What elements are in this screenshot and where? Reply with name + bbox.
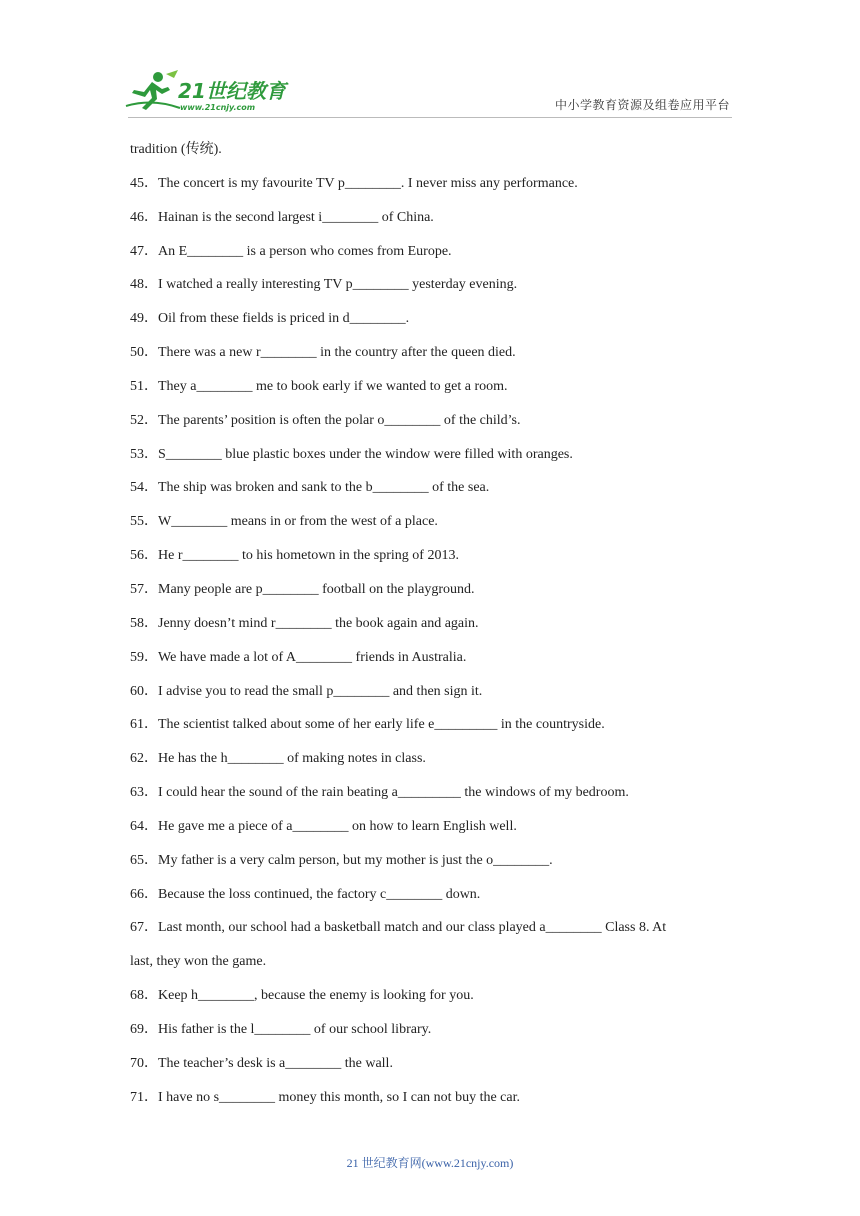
exercise-line: last, they won the game.: [130, 954, 267, 970]
platform-name: 中小学教育资源及组卷应用平台: [554, 98, 730, 112]
exercise-line: 61．The scientist talked about some of her early life e_________ in the countryside.: [130, 717, 605, 733]
page-footer[interactable]: 21 世纪教育网(www.21cnjy.com): [346, 1156, 514, 1170]
exercise-line: 46．Hainan is the second largest i________ of China.: [130, 209, 434, 225]
exercise-line: 57．Many people are p________ football on the playground.: [130, 581, 475, 597]
exercise-line: 71．I have no s________ money this month, so I can not buy the car.: [130, 1089, 520, 1105]
exercise-line: 58．Jenny doesn’t mind r________ the book again and again.: [130, 615, 479, 631]
exercise-line: 60．I advise you to read the small p________ and then sign it.: [130, 683, 483, 699]
page-header: [0, 0, 860, 125]
exercise-line: 48．I watched a really interesting TV p________ yesterday evening.: [130, 277, 518, 293]
exercise-line: 55．W________ means in or from the west of a place.: [130, 514, 438, 530]
site-logo[interactable]: [122, 68, 292, 114]
exercise-line: 51．They a________ me to book early if we wanted to get a room.: [130, 378, 508, 394]
runner-logo-icon: [122, 68, 292, 114]
exercise-line: 59．We have made a lot of A________ friends in Australia.: [130, 649, 467, 665]
exercise-line: 65．My father is a very calm person, but my mother is just the o________.: [130, 852, 553, 868]
exercise-line: 70．The teacher’s desk is a________ the wall.: [130, 1055, 393, 1071]
exercise-line: 53．S________ blue plastic boxes under the window were filled with oranges.: [130, 446, 573, 462]
exercise-line: tradition (传统).: [130, 142, 222, 157]
exercise-line: 45．The concert is my favourite TV p________. I never miss any performance.: [130, 175, 578, 191]
logo-url-text: www.21cnjy.com: [180, 103, 256, 112]
exercise-list: [130, 133, 730, 1114]
exercise-line: 68．Keep h________, because the enemy is looking for you.: [130, 988, 474, 1004]
exercise-line: 69．His father is the l________ of our school library.: [130, 1021, 432, 1037]
exercise-line: 47．An E________ is a person who comes from Europe.: [130, 243, 452, 259]
exercise-line: 54．The ship was broken and sank to the b________ of the sea.: [130, 480, 490, 496]
exercise-line: 50．There was a new r________ in the country after the queen died.: [130, 345, 516, 361]
exercise-line: 63．I could hear the sound of the rain beating a_________ the windows of my bedroom.: [130, 785, 629, 801]
exercise-line: 49．Oil from these fields is priced in d________.: [130, 311, 410, 327]
exercise-line: 66．Because the loss continued, the factory c________ down.: [130, 886, 481, 902]
exercise-line: 62．He has the h________ of making notes in class.: [130, 751, 426, 767]
logo-text: 21世纪教育: [178, 79, 286, 103]
header-divider: [128, 117, 732, 118]
exercise-line: 64．He gave me a piece of a________ on how to learn English well.: [130, 818, 517, 834]
exercise-line: 56．He r________ to his hometown in the spring of 2013.: [130, 548, 459, 564]
exercise-line: 52．The parents’ position is often the polar o________ of the child’s.: [130, 412, 521, 428]
exercise-line: 67．Last month, our school had a basketball match and our class played a________ Class 8. At: [130, 920, 667, 936]
